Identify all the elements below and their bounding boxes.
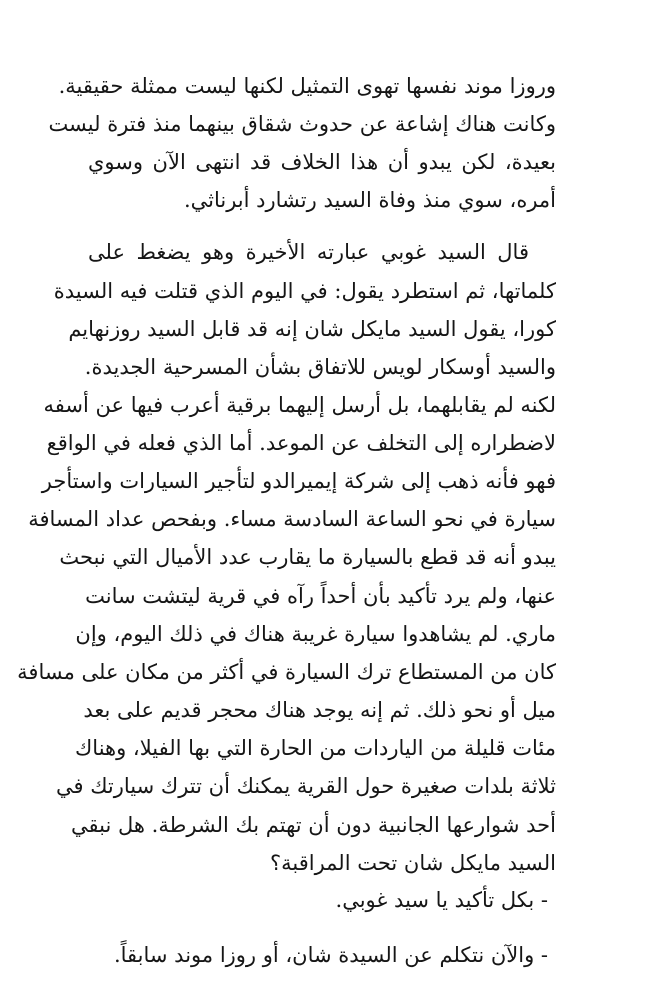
text-line: كورا، يقول السيد مايكل شان إنه قد قابل السيد روزنهايم: [68, 317, 556, 341]
text-line: لكنه لم يقابلهما، بل أرسل إليهما برقية أعرب فيها عن أسفه: [43, 393, 556, 417]
text-line: لاضطراره إلى التخلف عن الموعد. أما الذي فعله في الواقع: [46, 431, 556, 455]
text-line: سيارة في نحو الساعة السادسة مساء. وبفحص عداد المسافة: [28, 507, 556, 531]
text-line: السيد مايكل شان تحت المراقبة؟: [269, 851, 556, 875]
dialogue-line: - بكل تأكيد يا سيد غوبي.: [335, 888, 548, 912]
text-line: ميل أو نحو ذلك. ثم إنه يوجد هناك محجر قديم على بعد: [83, 698, 556, 722]
dialogue-line: - والآن نتكلم عن السيدة شان، أو روزا موند سابقاً.: [113, 943, 548, 967]
text-line: كلماتها، ثم استطرد يقول: في اليوم الذي قتلت فيه السيدة: [53, 279, 556, 303]
text-line: ثلاثة بلدات صغيرة حول القرية يمكنك أن تترك سيارتك في: [55, 774, 556, 798]
text-line: وروزا موند نفسها تهوى التمثيل لكنها ليست ممثلة حقيقية.: [58, 74, 556, 98]
text-line: كان من المستطاع ترك السيارة في أكثر من مكان على مسافة: [17, 660, 556, 684]
text-line: أحد شوارعها الجانبية دون أن تهتم بك الشرطة. هل نبقي: [71, 813, 556, 837]
text-line: بعيدة، لكن يبدو أن هذا الخلاف قد انتهى الآن وسوي: [88, 150, 556, 174]
text-line: أمره، سوي منذ وفاة السيد رتشارد أبرناثي.: [183, 188, 556, 212]
text-line: يبدو أنه قد قطع بالسيارة ما يقارب عدد الأميال التي نبحث: [59, 545, 556, 569]
text-line: ماري. لم يشاهدوا سيارة غريبة هناك في ذلك اليوم، وإن: [75, 622, 556, 646]
text-line: عنها، ولم يرد تأكيد بأن أحداً رآه في قرية ليتشت سانت: [85, 584, 556, 608]
text-line: وكانت هناك إشاعة عن حدوث شقاق بينهما منذ فترة ليست: [48, 112, 556, 136]
text-line: قال السيد غوبي عبارته الأخيرة وهو يضغط على: [88, 240, 529, 264]
text-line: مئات قليلة من الياردات من الحارة التي بها الفيلا، وهناك: [75, 736, 556, 760]
text-line: والسيد أوسكار لويس للاتفاق بشأن المسرحية الجديدة.: [84, 355, 556, 379]
text-line: فهو فأنه ذهب إلى شركة إيميرالدو لتأجير السيارات واستأجر: [41, 469, 556, 493]
